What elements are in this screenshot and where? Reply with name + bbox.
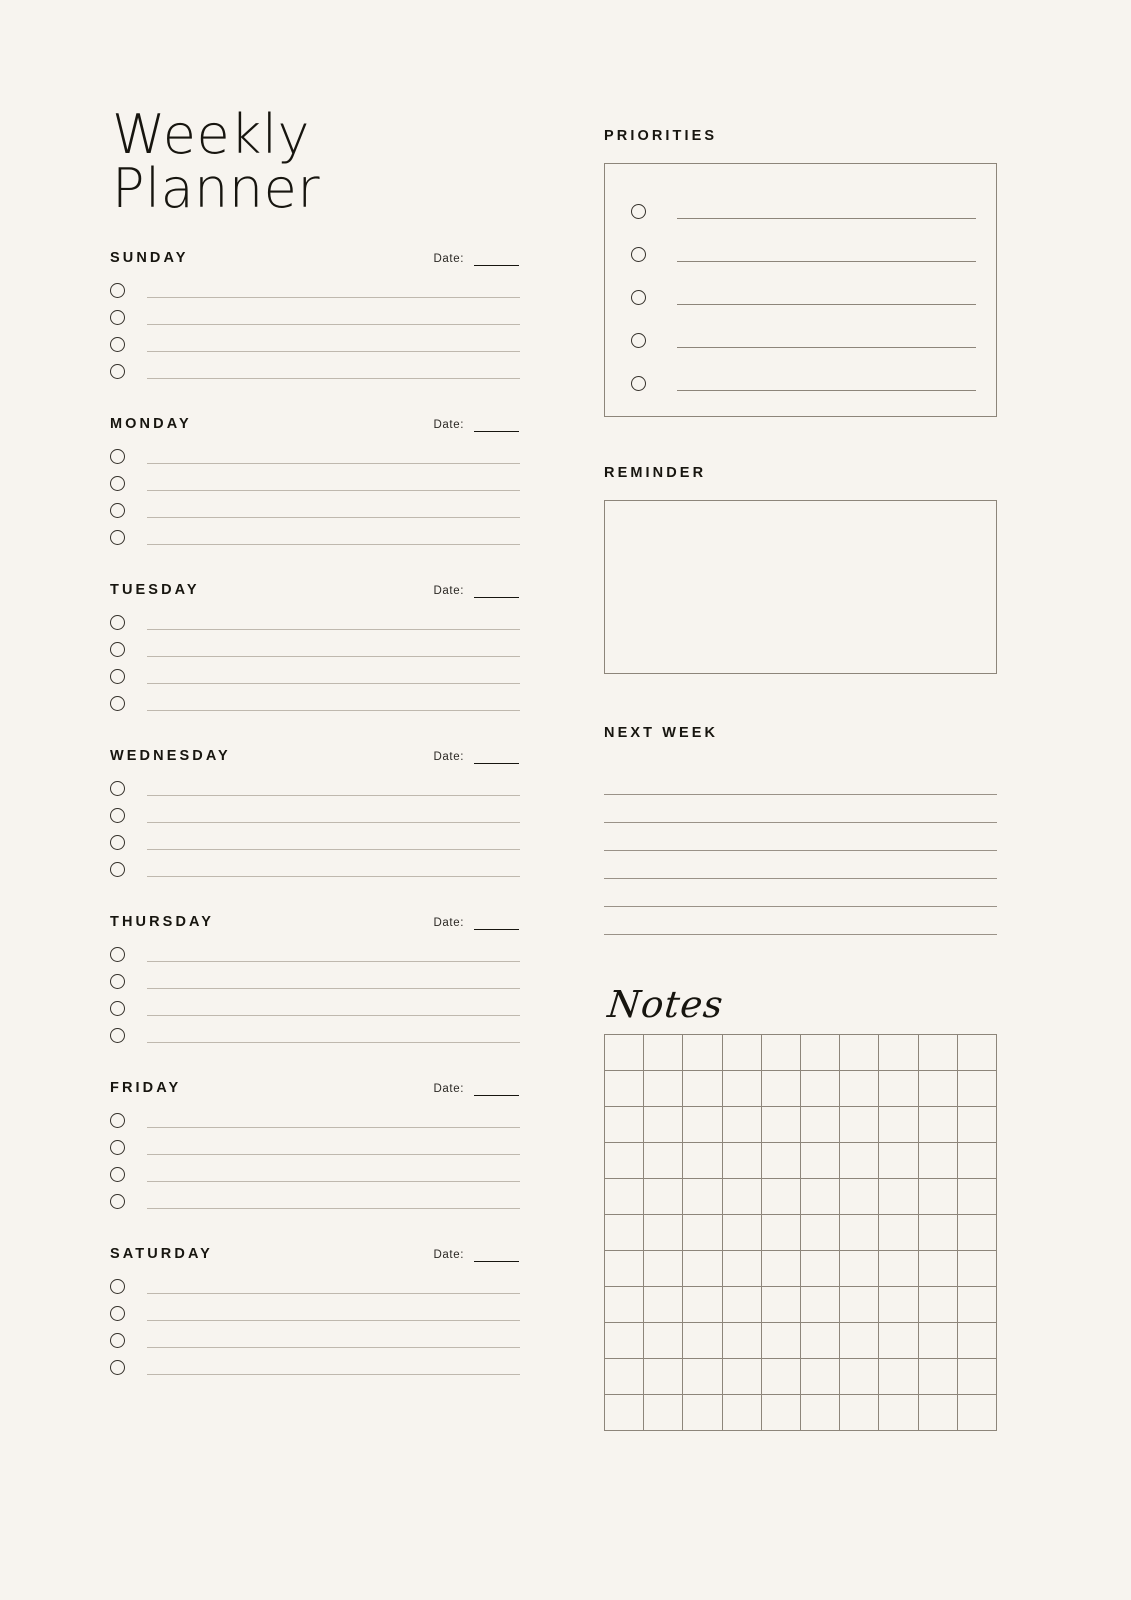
day-block-monday [110, 416, 520, 551]
notes-grid-cell[interactable] [762, 1395, 801, 1431]
date-label: Date: [433, 1083, 464, 1095]
checkbox-icon[interactable] [110, 1279, 125, 1294]
date-field-thursday[interactable] [434, 917, 520, 930]
notes-grid-cell[interactable] [840, 1323, 879, 1359]
reminder-title: REMINDER [604, 465, 707, 481]
task-row[interactable] [110, 1022, 520, 1049]
notes-grid[interactable] [604, 1034, 997, 1431]
day-header [110, 748, 520, 764]
notes-grid-cell[interactable] [919, 1359, 958, 1395]
day-header [110, 582, 520, 598]
notes-grid-cell[interactable] [644, 1215, 683, 1251]
next-week-lines [604, 767, 997, 935]
checkbox-icon[interactable] [110, 503, 125, 518]
task-input-line[interactable] [147, 364, 520, 379]
notes-grid-cell[interactable] [879, 1179, 918, 1215]
task-input-line[interactable] [147, 615, 520, 630]
date-input-line[interactable] [474, 919, 519, 930]
day-name-thursday: THURSDAY [110, 914, 215, 930]
date-label: Date: [433, 419, 464, 431]
notes-grid-cell[interactable] [644, 1107, 683, 1143]
notes-grid-cell[interactable] [919, 1395, 958, 1431]
task-input-line[interactable] [147, 310, 520, 325]
date-field-tuesday[interactable] [434, 585, 520, 598]
notes-grid-cell[interactable] [919, 1071, 958, 1107]
checkbox-icon[interactable] [110, 449, 125, 464]
notes-grid-cell[interactable] [879, 1035, 918, 1071]
checkbox-icon[interactable] [631, 247, 646, 262]
priorities-section [604, 128, 997, 417]
notes-grid-cell[interactable] [723, 1035, 762, 1071]
reminder-textarea[interactable] [604, 500, 997, 674]
date-field-sunday[interactable] [434, 253, 520, 266]
notes-grid-cell[interactable] [919, 1143, 958, 1179]
notes-grid-cell[interactable] [840, 1071, 879, 1107]
checkbox-icon[interactable] [110, 310, 125, 325]
notes-grid-cell[interactable] [762, 1287, 801, 1323]
priority-row[interactable] [631, 319, 976, 362]
notes-grid-cell[interactable] [840, 1179, 879, 1215]
next-week-input-line[interactable] [604, 907, 997, 935]
notes-grid-cell[interactable] [801, 1071, 840, 1107]
checkbox-icon[interactable] [631, 376, 646, 391]
notes-grid-cell[interactable] [801, 1251, 840, 1287]
task-input-line[interactable] [147, 974, 520, 989]
notes-title: Notes [605, 983, 726, 1026]
notes-grid-cell[interactable] [605, 1251, 644, 1287]
task-input-line[interactable] [147, 1360, 520, 1375]
notes-grid-cell[interactable] [801, 1323, 840, 1359]
notes-grid-cell[interactable] [605, 1395, 644, 1431]
notes-grid-cell[interactable] [958, 1143, 997, 1179]
notes-grid-cell[interactable] [958, 1251, 997, 1287]
notes-grid-cell[interactable] [683, 1143, 722, 1179]
task-input-line[interactable] [147, 503, 520, 518]
notes-grid-cell[interactable] [762, 1215, 801, 1251]
notes-grid-cell[interactable] [723, 1287, 762, 1323]
reminder-section [604, 465, 997, 674]
notes-grid-cell[interactable] [958, 1179, 997, 1215]
date-field-wednesday[interactable] [434, 751, 520, 764]
notes-grid-cell[interactable] [879, 1323, 918, 1359]
task-input-line[interactable] [147, 1333, 520, 1348]
task-input-line[interactable] [147, 696, 520, 711]
notes-grid-cell[interactable] [958, 1035, 997, 1071]
task-input-line[interactable] [147, 1140, 520, 1155]
checkbox-icon[interactable] [631, 290, 646, 305]
task-row[interactable] [110, 802, 520, 829]
checkbox-icon[interactable] [110, 947, 125, 962]
priority-row[interactable] [631, 276, 976, 319]
task-input-line[interactable] [147, 835, 520, 850]
notes-grid-cell[interactable] [683, 1251, 722, 1287]
checkbox-icon[interactable] [110, 1333, 125, 1348]
task-row[interactable] [110, 775, 520, 802]
notes-grid-cell[interactable] [605, 1215, 644, 1251]
notes-grid-cell[interactable] [644, 1143, 683, 1179]
notes-grid-cell[interactable] [801, 1035, 840, 1071]
checkbox-icon[interactable] [110, 1140, 125, 1155]
notes-grid-cell[interactable] [879, 1359, 918, 1395]
task-row[interactable] [110, 968, 520, 995]
notes-grid-cell[interactable] [644, 1179, 683, 1215]
task-input-line[interactable] [147, 449, 520, 464]
notes-grid-cell[interactable] [762, 1179, 801, 1215]
days-column [110, 103, 520, 1412]
date-input-line[interactable] [474, 753, 519, 764]
day-block-thursday [110, 914, 520, 1049]
checkbox-icon[interactable] [110, 283, 125, 298]
task-input-line[interactable] [147, 1113, 520, 1128]
notes-grid-cell[interactable] [840, 1035, 879, 1071]
notes-grid-cell[interactable] [879, 1107, 918, 1143]
notes-grid-cell[interactable] [605, 1323, 644, 1359]
notes-grid-cell[interactable] [801, 1179, 840, 1215]
checkbox-icon[interactable] [110, 615, 125, 630]
notes-grid-cell[interactable] [723, 1395, 762, 1431]
date-field-saturday[interactable] [434, 1249, 520, 1262]
notes-grid-cell[interactable] [879, 1251, 918, 1287]
checkbox-icon[interactable] [110, 337, 125, 352]
notes-grid-cell[interactable] [958, 1215, 997, 1251]
day-name-tuesday: TUESDAY [110, 582, 200, 598]
notes-grid-cell[interactable] [958, 1359, 997, 1395]
notes-grid-cell[interactable] [840, 1143, 879, 1179]
notes-grid-cell[interactable] [762, 1107, 801, 1143]
notes-grid-cell[interactable] [605, 1107, 644, 1143]
notes-grid-cell[interactable] [919, 1323, 958, 1359]
day-block-tuesday [110, 582, 520, 717]
checkbox-icon[interactable] [110, 974, 125, 989]
priority-input-line[interactable] [677, 376, 976, 391]
task-row[interactable] [110, 829, 520, 856]
task-row[interactable] [110, 524, 520, 551]
next-week-section [604, 725, 997, 935]
checkbox-icon[interactable] [110, 835, 125, 850]
notes-grid-cell[interactable] [762, 1323, 801, 1359]
date-field-friday[interactable] [434, 1083, 520, 1096]
task-input-line[interactable] [147, 642, 520, 657]
notes-grid-cell[interactable] [879, 1143, 918, 1179]
notes-grid-cell[interactable] [919, 1251, 958, 1287]
day-header [110, 1080, 520, 1096]
task-input-line[interactable] [147, 781, 520, 796]
notes-grid-cell[interactable] [801, 1359, 840, 1395]
task-input-line[interactable] [147, 476, 520, 491]
day-name-friday: FRIDAY [110, 1080, 182, 1096]
task-input-line[interactable] [147, 283, 520, 298]
checkbox-icon[interactable] [110, 530, 125, 545]
notes-section [604, 983, 997, 1431]
task-row[interactable] [110, 1327, 520, 1354]
task-row[interactable] [110, 636, 520, 663]
notes-grid-cell[interactable] [605, 1071, 644, 1107]
day-header [110, 914, 520, 930]
checkbox-icon[interactable] [110, 1167, 125, 1182]
task-row[interactable] [110, 443, 520, 470]
notes-grid-cell[interactable] [723, 1179, 762, 1215]
notes-grid-cell[interactable] [683, 1395, 722, 1431]
notes-grid-cell[interactable] [644, 1323, 683, 1359]
date-label: Date: [433, 751, 464, 763]
checkbox-icon[interactable] [110, 1113, 125, 1128]
day-name-monday: MONDAY [110, 416, 192, 432]
notes-grid-cell[interactable] [644, 1071, 683, 1107]
priority-row[interactable] [631, 190, 976, 233]
task-row[interactable] [110, 1161, 520, 1188]
notes-grid-cell[interactable] [919, 1107, 958, 1143]
checkbox-icon[interactable] [631, 333, 646, 348]
next-week-input-line[interactable] [604, 767, 997, 795]
task-row[interactable] [110, 1134, 520, 1161]
notes-grid-cell[interactable] [879, 1215, 918, 1251]
notes-grid-cell[interactable] [723, 1143, 762, 1179]
task-row[interactable] [110, 690, 520, 717]
notes-grid-cell[interactable] [683, 1359, 722, 1395]
day-block-saturday [110, 1246, 520, 1381]
task-row[interactable] [110, 995, 520, 1022]
task-row[interactable] [110, 277, 520, 304]
notes-grid-cell[interactable] [762, 1251, 801, 1287]
notes-grid-cell[interactable] [644, 1035, 683, 1071]
date-label: Date: [433, 585, 464, 597]
notes-grid-cell[interactable] [958, 1323, 997, 1359]
checkbox-icon[interactable] [110, 476, 125, 491]
task-input-line[interactable] [147, 1001, 520, 1016]
checkbox-icon[interactable] [110, 781, 125, 796]
notes-grid-cell[interactable] [919, 1035, 958, 1071]
day-header [110, 250, 520, 266]
checkbox-icon[interactable] [110, 1001, 125, 1016]
notes-grid-cell[interactable] [723, 1071, 762, 1107]
notes-grid-cell[interactable] [958, 1107, 997, 1143]
notes-grid-cell[interactable] [644, 1359, 683, 1395]
checkbox-icon[interactable] [110, 642, 125, 657]
notes-grid-cell[interactable] [840, 1251, 879, 1287]
day-name-wednesday: WEDNESDAY [110, 748, 231, 764]
notes-grid-cell[interactable] [644, 1395, 683, 1431]
checkbox-icon[interactable] [110, 862, 125, 877]
notes-grid-cell[interactable] [840, 1287, 879, 1323]
notes-grid-cell[interactable] [644, 1287, 683, 1323]
notes-grid-cell[interactable] [840, 1395, 879, 1431]
date-input-line[interactable] [474, 1251, 519, 1262]
task-row[interactable] [110, 663, 520, 690]
notes-grid-cell[interactable] [919, 1179, 958, 1215]
task-row[interactable] [110, 1273, 520, 1300]
notes-grid-cell[interactable] [840, 1359, 879, 1395]
next-week-input-line[interactable] [604, 823, 997, 851]
next-week-input-line[interactable] [604, 851, 997, 879]
next-week-input-line[interactable] [604, 879, 997, 907]
task-input-line[interactable] [147, 808, 520, 823]
notes-grid-cell[interactable] [958, 1287, 997, 1323]
priority-input-line[interactable] [677, 290, 976, 305]
task-row[interactable] [110, 1354, 520, 1381]
notes-grid-cell[interactable] [683, 1323, 722, 1359]
next-week-title: NEXT WEEK [604, 725, 719, 741]
notes-grid-cell[interactable] [605, 1035, 644, 1071]
notes-grid-cell[interactable] [762, 1071, 801, 1107]
date-label: Date: [433, 253, 464, 265]
priority-row[interactable] [631, 233, 976, 276]
notes-grid-cell[interactable] [762, 1359, 801, 1395]
date-input-line[interactable] [474, 587, 519, 598]
priority-input-line[interactable] [677, 204, 976, 219]
day-block-wednesday [110, 748, 520, 883]
task-row[interactable] [110, 497, 520, 524]
notes-grid-cell[interactable] [801, 1287, 840, 1323]
priorities-box [604, 163, 997, 417]
task-row[interactable] [110, 331, 520, 358]
task-row[interactable] [110, 856, 520, 883]
task-input-line[interactable] [147, 862, 520, 877]
checkbox-icon[interactable] [110, 1194, 125, 1209]
notes-grid-cell[interactable] [683, 1179, 722, 1215]
priority-input-line[interactable] [677, 333, 976, 348]
task-row[interactable] [110, 358, 520, 385]
notes-grid-cell[interactable] [605, 1359, 644, 1395]
date-label: Date: [433, 1249, 464, 1261]
notes-grid-cell[interactable] [958, 1071, 997, 1107]
date-input-line[interactable] [474, 255, 519, 266]
next-week-input-line[interactable] [604, 795, 997, 823]
notes-grid-cell[interactable] [723, 1359, 762, 1395]
date-field-monday[interactable] [434, 419, 520, 432]
checkbox-icon[interactable] [110, 1028, 125, 1043]
side-column [604, 128, 997, 1431]
notes-grid-cell[interactable] [840, 1215, 879, 1251]
notes-grid-cell[interactable] [762, 1035, 801, 1071]
notes-grid-cell[interactable] [801, 1107, 840, 1143]
task-input-line[interactable] [147, 1194, 520, 1209]
notes-grid-cell[interactable] [801, 1143, 840, 1179]
task-input-line[interactable] [147, 1028, 520, 1043]
checkbox-icon[interactable] [110, 1360, 125, 1375]
priority-input-line[interactable] [677, 247, 976, 262]
checkbox-icon[interactable] [110, 808, 125, 823]
date-label: Date: [433, 917, 464, 929]
task-input-line[interactable] [147, 947, 520, 962]
notes-grid-cell[interactable] [723, 1251, 762, 1287]
notes-grid-cell[interactable] [801, 1215, 840, 1251]
task-row[interactable] [110, 304, 520, 331]
checkbox-icon[interactable] [110, 1306, 125, 1321]
date-input-line[interactable] [474, 1085, 519, 1096]
checkbox-icon[interactable] [110, 364, 125, 379]
day-block-sunday [110, 250, 520, 385]
notes-grid-cell[interactable] [958, 1395, 997, 1431]
notes-grid-cell[interactable] [801, 1395, 840, 1431]
day-header [110, 416, 520, 432]
notes-grid-cell[interactable] [879, 1071, 918, 1107]
day-header [110, 1246, 520, 1262]
checkbox-icon[interactable] [110, 696, 125, 711]
notes-grid-cell[interactable] [879, 1287, 918, 1323]
notes-grid-cell[interactable] [879, 1395, 918, 1431]
notes-grid-cell[interactable] [723, 1215, 762, 1251]
notes-grid-cell[interactable] [644, 1251, 683, 1287]
notes-grid-cell[interactable] [840, 1107, 879, 1143]
task-input-line[interactable] [147, 669, 520, 684]
task-row[interactable] [110, 609, 520, 636]
task-row[interactable] [110, 1300, 520, 1327]
task-input-line[interactable] [147, 337, 520, 352]
notes-grid-cell[interactable] [683, 1215, 722, 1251]
date-input-line[interactable] [474, 421, 519, 432]
notes-grid-cell[interactable] [683, 1071, 722, 1107]
task-row[interactable] [110, 1107, 520, 1134]
notes-grid-cell[interactable] [683, 1035, 722, 1071]
notes-grid-cell[interactable] [919, 1215, 958, 1251]
notes-grid-cell[interactable] [683, 1107, 722, 1143]
task-input-line[interactable] [147, 1306, 520, 1321]
task-row[interactable] [110, 1188, 520, 1215]
day-name-saturday: SATURDAY [110, 1246, 213, 1262]
checkbox-icon[interactable] [631, 204, 646, 219]
notes-grid-cell[interactable] [605, 1143, 644, 1179]
task-input-line[interactable] [147, 530, 520, 545]
task-input-line[interactable] [147, 1279, 520, 1294]
task-input-line[interactable] [147, 1167, 520, 1182]
day-name-sunday: SUNDAY [110, 250, 189, 266]
notes-grid-cell[interactable] [919, 1287, 958, 1323]
notes-grid-cell[interactable] [605, 1179, 644, 1215]
task-row[interactable] [110, 470, 520, 497]
priority-row[interactable] [631, 362, 976, 405]
notes-grid-cell[interactable] [605, 1287, 644, 1323]
notes-grid-cell[interactable] [723, 1107, 762, 1143]
checkbox-icon[interactable] [110, 669, 125, 684]
notes-grid-cell[interactable] [683, 1287, 722, 1323]
priorities-title: PRIORITIES [604, 128, 718, 144]
notes-grid-cell[interactable] [723, 1323, 762, 1359]
notes-grid-cell[interactable] [762, 1143, 801, 1179]
task-row[interactable] [110, 941, 520, 968]
day-block-friday [110, 1080, 520, 1215]
page-title: Weekly Planner [112, 103, 321, 220]
